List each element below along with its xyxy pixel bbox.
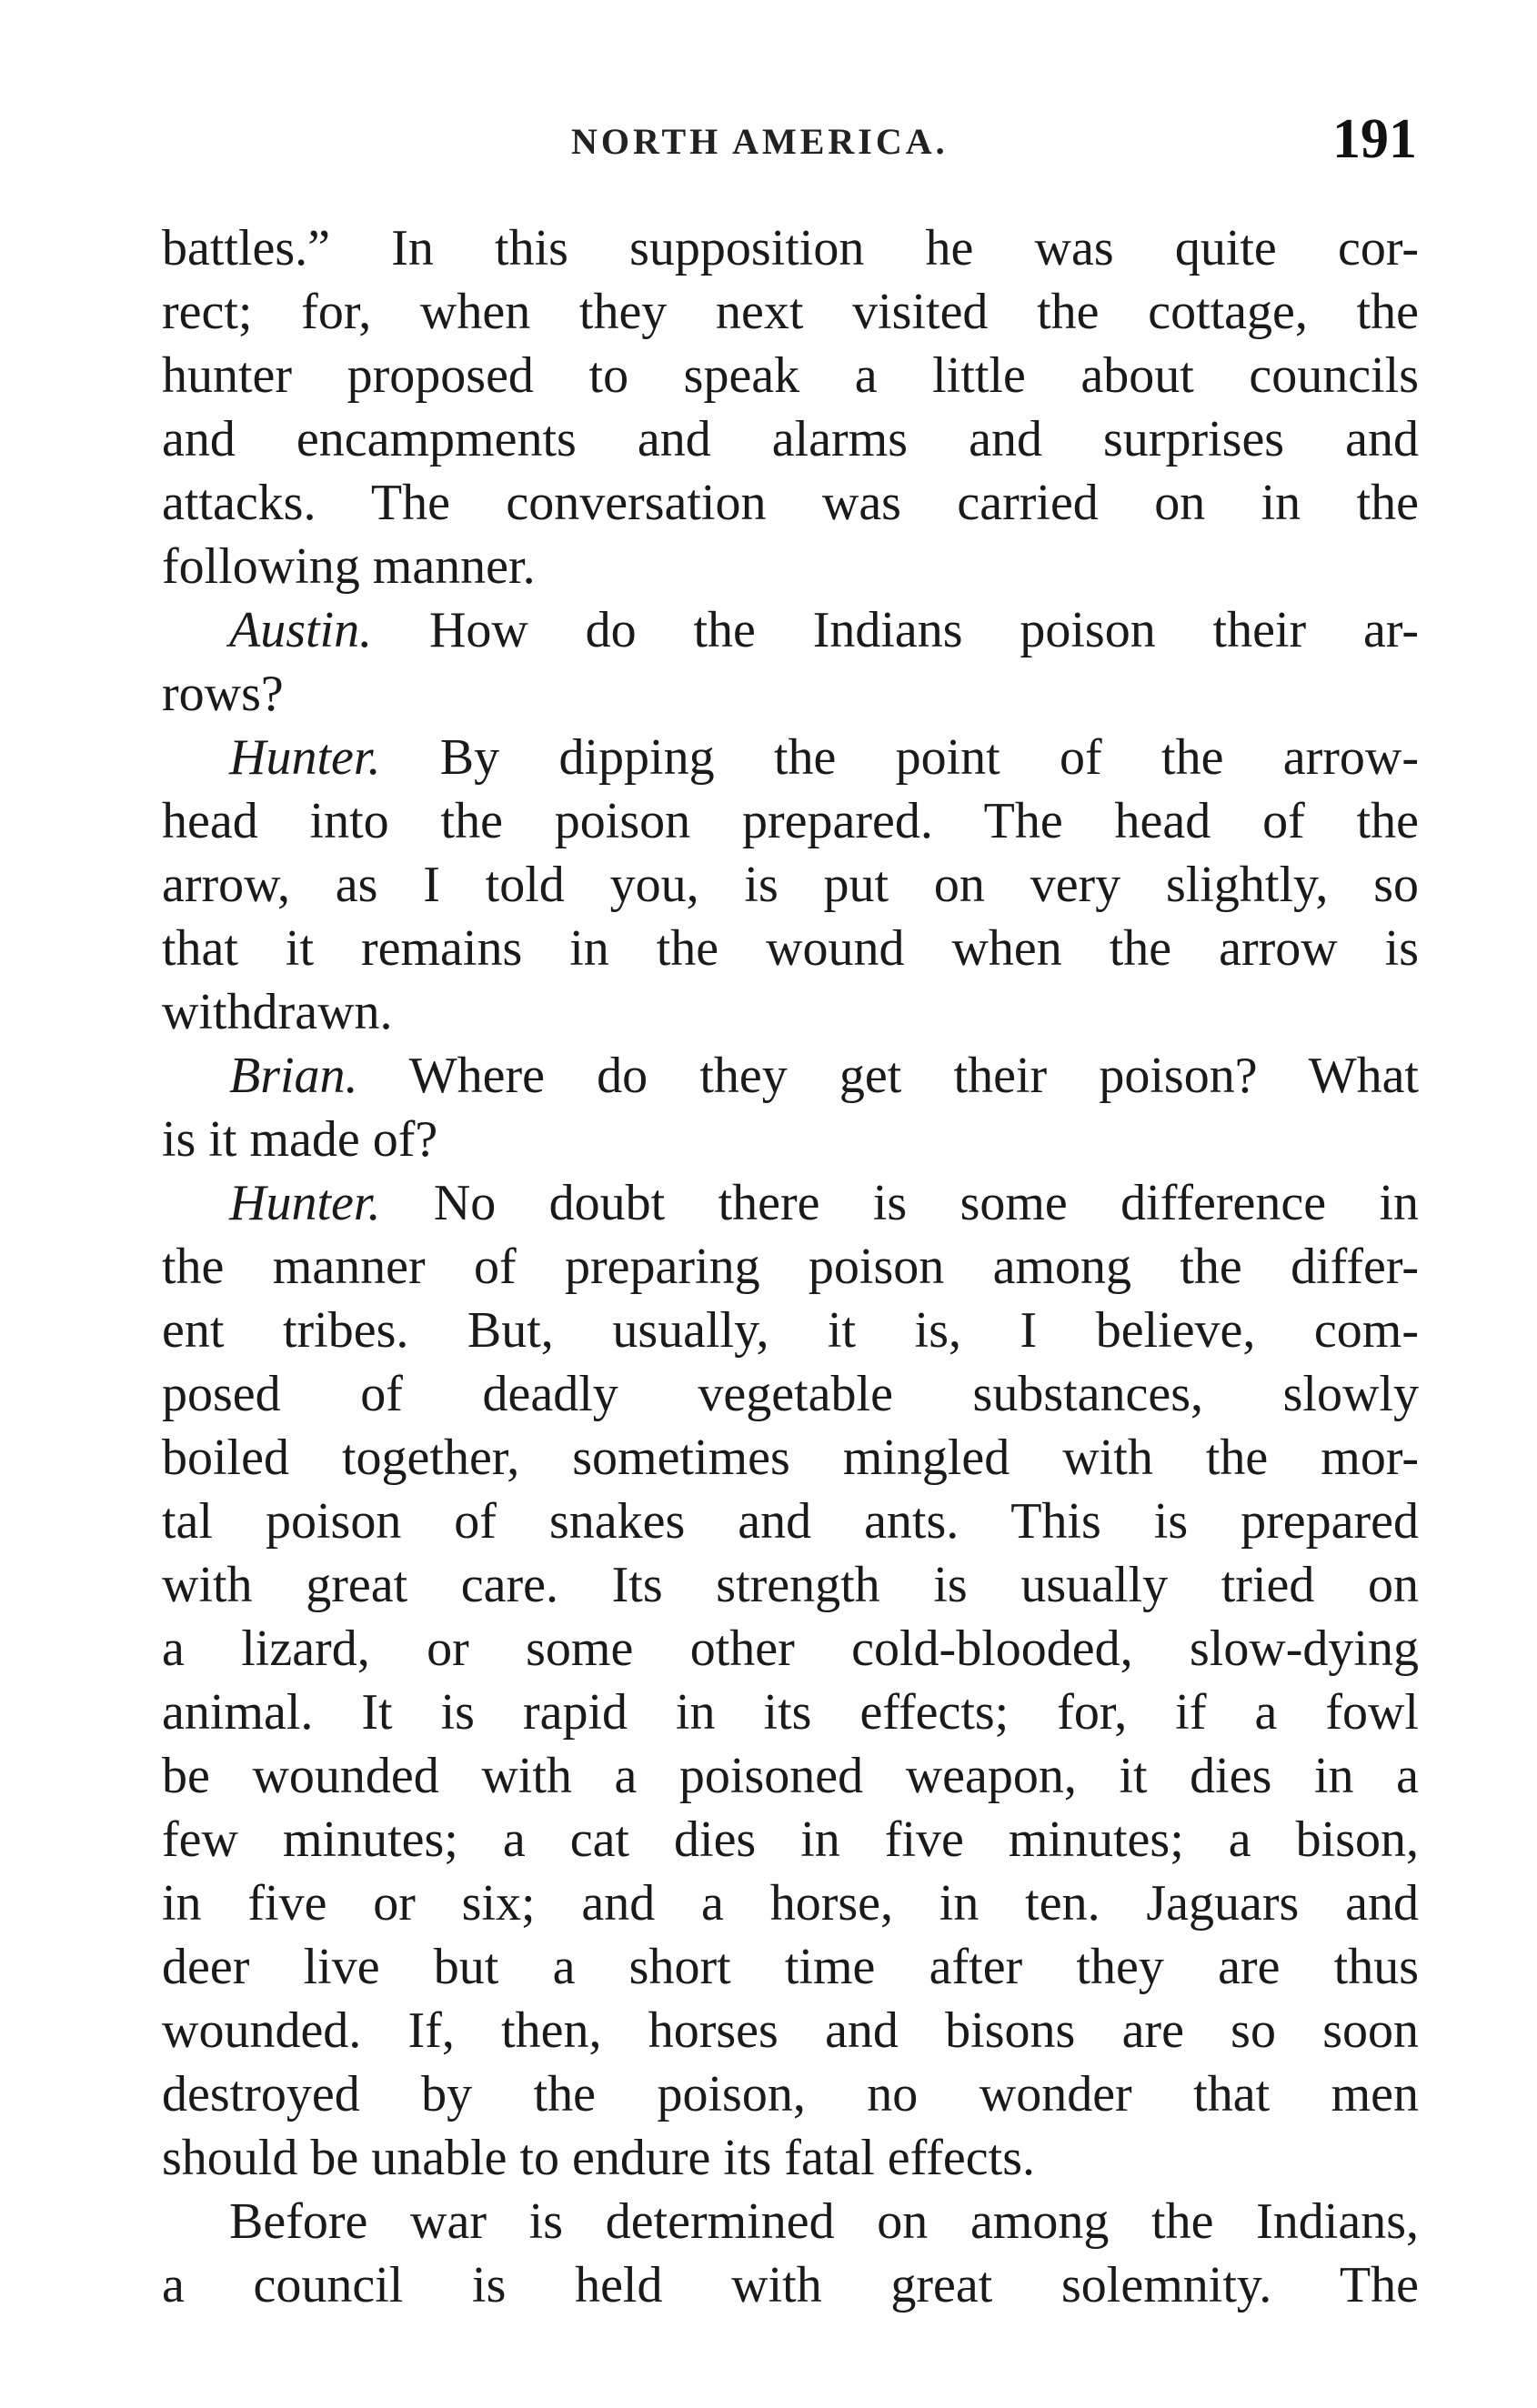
dialogue-line (162, 726, 1419, 789)
speaker-name: Hunter. (229, 1175, 381, 1231)
text-line: attacks. The conversation was carried on in the (162, 475, 1419, 531)
text-line: rect; for, when they next visited the cottage, the (162, 284, 1419, 340)
body-text (162, 216, 1419, 2317)
text-line: posed of deadly vegetable substances, slowly (162, 1366, 1419, 1422)
text-line: ent tribes. But, usually, it is, I believe, com- (162, 1302, 1419, 1359)
text-line: a council is held with great solemnity. The (162, 2257, 1419, 2313)
text-line: is it made of? (162, 1111, 438, 1168)
running-title: NORTH AMERICA. (571, 121, 949, 162)
speaker-name: Austin. (229, 602, 373, 658)
text-line: following manner. (162, 538, 536, 595)
text-line: that it remains in the wound when the arrow is (162, 920, 1419, 977)
text-line: head into the poison prepared. The head of the (162, 793, 1419, 849)
dialogue-text: By dipping the point of the arrow- (439, 729, 1419, 786)
text-line: in five or six; and a horse, in ten. Jaguars and (162, 1875, 1419, 1931)
text-line: should be unable to endure its fatal effects. (162, 2130, 1035, 2186)
dialogue-line (162, 598, 1419, 662)
dialogue-text: Where do they get their poison? What (408, 1048, 1419, 1104)
text-line: destroyed by the poison, no wonder that men (162, 2066, 1419, 2122)
text-line: animal. It is rapid in its effects; for, if a fowl (162, 1684, 1419, 1741)
page-number: 191 (1332, 108, 1417, 170)
text-line: boiled together, sometimes mingled with the mor- (162, 1430, 1419, 1486)
text-line: with great care. Its strength is usually tried on (162, 1557, 1419, 1613)
text-line: and encampments and alarms and surprises and (162, 411, 1419, 467)
text-line: withdrawn. (162, 984, 393, 1040)
dialogue-line (162, 1044, 1419, 1108)
text-line: hunter proposed to speak a little about councils (162, 347, 1419, 404)
text-line: the manner of preparing poison among the differ- (162, 1239, 1419, 1295)
text-line: battles.” In this supposition he was quite cor- (162, 220, 1419, 276)
speaker-name: Hunter. (229, 729, 381, 786)
text-line: arrow, as I told you, is put on very slightly, so (162, 857, 1419, 913)
text-line: tal poison of snakes and ants. This is prepared (162, 1493, 1419, 1550)
dialogue-text: How do the Indians poison their ar- (428, 602, 1419, 658)
page-header (162, 107, 1417, 189)
text-line: wounded. If, then, horses and bisons are so soon (162, 2002, 1419, 2059)
text-line: deer live but a short time after they are thus (162, 1939, 1419, 1995)
text-line: Before war is determined on among the Indians, (229, 2193, 1419, 2250)
text-line: a lizard, or some other cold-blooded, slow-dying (162, 1620, 1419, 1677)
text-line: be wounded with a poisoned weapon, it dies in a (162, 1748, 1419, 1804)
text-line: rows? (162, 666, 284, 722)
text-line: few minutes; a cat dies in five minutes; a bison, (162, 1811, 1419, 1868)
dialogue-line (162, 1171, 1419, 1235)
speaker-name: Brian. (229, 1048, 358, 1104)
dialogue-text: No doubt there is some difference in (433, 1175, 1419, 1231)
